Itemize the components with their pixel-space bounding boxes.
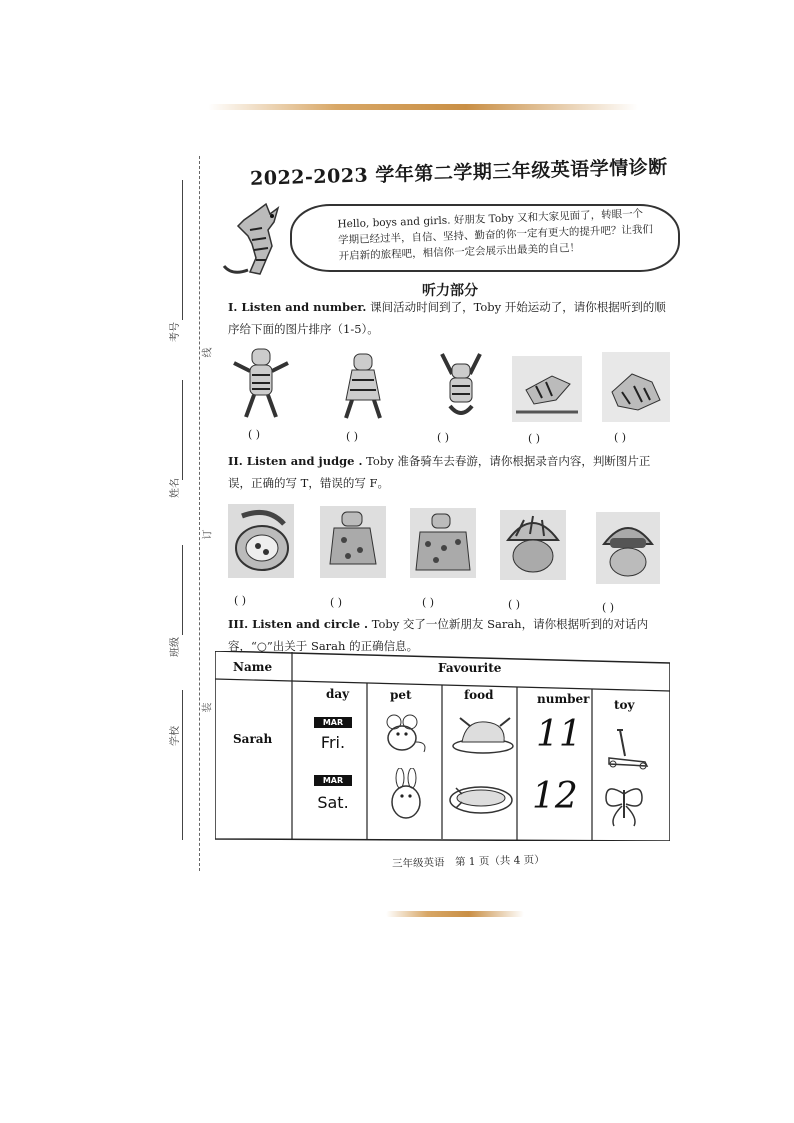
q2-picture-2 [320,506,386,578]
q2-picture-4 [500,510,566,580]
seal-line [199,156,200,871]
scooter-toy-option[interactable] [605,726,651,770]
speech-text: Hello, boys and girls. 好朋友 Toby 又和大家见面了，转眼一个学期已经过半，自信、坚持、勤奋的你一定有更大的提升吧？让我们开启新的旅程吧，相信你一定会展示出最美的自己！ [337,207,654,263]
calendar-month-1: MAR [314,717,352,728]
class-field [162,545,192,665]
q2-instructions [228,450,673,494]
student-name-label: 姓名 [170,478,181,498]
q1-text: 课间活动时间到了，Toby 开始运动了，请你根据听到的顺序给下面的图片排序（1-5）。 [228,300,666,336]
roast-chicken-food-option[interactable] [450,712,516,756]
exam-number-field [162,180,192,340]
butterfly-kite-toy-option[interactable] [602,782,646,832]
q2-answer-4[interactable]: ( ) [508,598,521,611]
seal-word-pack: 装 [202,702,214,713]
school-label: 学校 [170,726,181,746]
number-option-11[interactable]: 11 [536,714,582,755]
table-header-name: Name [233,660,273,674]
day-option-sat[interactable]: Sat. [317,793,349,812]
rabbit-pet-option[interactable] [384,768,430,822]
q2-text: Toby 准备骑车去春游，请你根据录音内容，判断图片正误，正确的写 T，错误的写 F。 [228,454,651,490]
q2-picture-5 [596,512,660,584]
q1-answer-4[interactable]: ( ) [528,432,541,445]
school-field [162,690,192,840]
q3-heading: III. Listen and circle . [228,617,369,631]
q1-heading: I. Listen and number. [228,300,367,314]
table-col-day: day [326,687,350,701]
mouse-pet-option[interactable] [382,712,430,756]
q2-picture-1 [228,504,294,578]
q1-picture-2 [338,350,388,422]
fish-dish-food-option[interactable] [448,774,514,818]
number-option-12[interactable]: 12 [532,776,578,817]
q2-picture-3 [410,508,476,578]
student-name-line [182,380,183,480]
q1-picture-5 [602,352,670,422]
table-col-pet: pet [390,688,412,702]
q1-instructions [228,296,673,340]
class-label: 班级 [170,637,181,657]
school-line [182,690,183,840]
bottom-binding-strip [386,911,524,917]
table-header-favourite: Favourite [438,661,502,675]
seal-word-bind: 订 [202,529,214,540]
q2-answer-5[interactable]: ( ) [602,601,615,614]
q2-answer-2[interactable]: ( ) [330,596,343,609]
q1-answer-2[interactable]: ( ) [346,430,359,443]
q2-heading: II. Listen and judge . [228,454,363,468]
page-footer: 三年级英语 第 1 页（共 4 页） [391,854,545,870]
exam-title: 2022-2023 学年第二学期三年级英语学情诊断 [249,156,669,190]
q2-answer-3[interactable]: ( ) [422,596,435,609]
table-col-number: number [537,692,590,706]
student-name-field [162,380,192,510]
toby-tiger-mascot [220,200,300,280]
exam-number-line [182,180,183,320]
table-row-name: Sarah [233,732,273,746]
q3-text: Toby 交了一位新朋友 Sarah，请你根据听到的对话内容，“○”出关于 Sarah 的正确信息。 [228,617,649,653]
q2-answer-1[interactable]: ( ) [234,594,247,607]
top-binding-strip [208,104,638,110]
q1-answer-1[interactable]: ( ) [248,428,261,441]
day-option-fri[interactable]: Fri. [320,733,346,752]
calendar-month-2: MAR [314,775,352,786]
seal-word-line: 线 [202,347,214,358]
q1-answer-3[interactable]: ( ) [437,431,450,444]
table-col-food: food [464,688,494,702]
q1-answer-5[interactable]: ( ) [614,431,627,444]
q1-picture-4 [512,356,582,422]
exam-number-label: 考号 [170,322,181,342]
class-line [182,545,183,635]
listening-section-title: 听力部分 [422,283,478,299]
q1-picture-3 [432,350,490,422]
table-col-toy: toy [614,698,635,712]
q1-picture-1 [230,345,292,423]
